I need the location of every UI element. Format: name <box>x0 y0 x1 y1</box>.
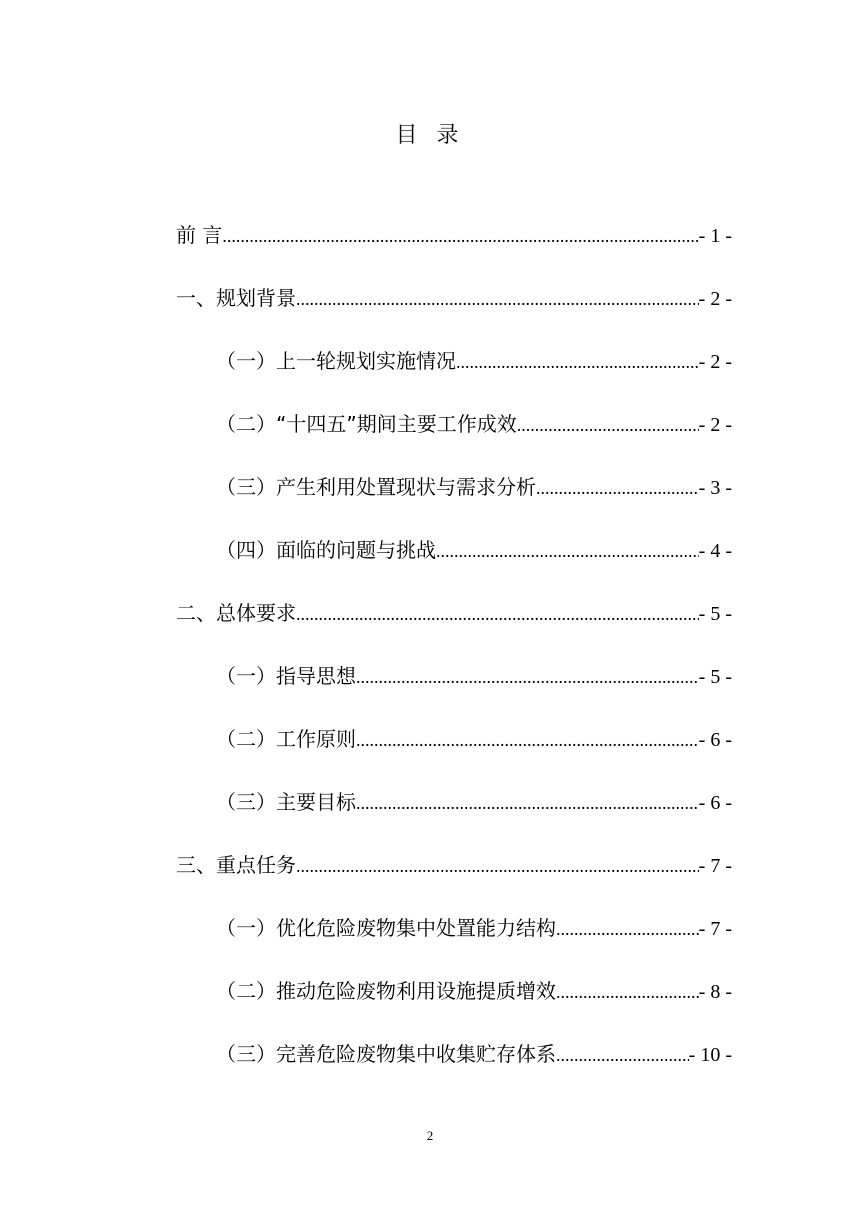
toc-entry-page: - 2 - <box>698 288 732 310</box>
toc-entry[interactable] <box>176 590 732 653</box>
toc-dot-leader <box>296 843 699 889</box>
toc-dot-leader <box>436 528 699 574</box>
toc-dot-leader <box>556 906 699 952</box>
toc-entry[interactable] <box>176 905 732 968</box>
toc-entry[interactable] <box>176 527 732 590</box>
footer-page-number: 2 <box>426 1128 434 1143</box>
toc-entry-page: - 10 - <box>688 1044 732 1066</box>
toc-entry[interactable] <box>176 401 732 464</box>
toc-entry-page: - 2 - <box>698 351 732 373</box>
toc-entry-label: （二）“十四五”期间主要工作成效 <box>216 412 517 436</box>
toc-dot-leader <box>556 1032 689 1078</box>
toc-entry[interactable] <box>176 275 732 338</box>
toc-entry-label: 一、规划背景 <box>176 286 296 310</box>
toc-dot-leader <box>356 780 699 826</box>
toc-dot-leader <box>517 402 699 448</box>
toc-entry-page: - 2 - <box>698 414 732 436</box>
toc-entry-label: （四）面临的问题与挑战 <box>216 538 436 562</box>
toc-entry-page: - 7 - <box>698 918 732 940</box>
toc-dot-leader <box>456 339 699 385</box>
toc-entry-label: （三）主要目标 <box>216 790 356 814</box>
toc-entry[interactable] <box>176 1031 732 1094</box>
table-of-contents <box>176 212 732 1094</box>
toc-entry-page: - 5 - <box>698 603 732 625</box>
toc-dot-leader <box>356 717 699 763</box>
toc-entry[interactable] <box>176 653 732 716</box>
toc-entry[interactable] <box>176 212 732 275</box>
toc-dot-leader <box>296 591 699 637</box>
toc-entry-label: （一）优化危险废物集中处置能力结构 <box>216 916 556 940</box>
toc-entry-label: （一）指导思想 <box>216 664 356 688</box>
toc-entry[interactable] <box>176 842 732 905</box>
toc-dot-leader <box>556 969 699 1015</box>
toc-entry-page: - 6 - <box>698 792 732 814</box>
toc-entry-label: （二）推动危险废物利用设施提质增效 <box>216 979 556 1003</box>
toc-entry-page: - 7 - <box>698 855 732 877</box>
toc-entry[interactable] <box>176 716 732 779</box>
toc-entry[interactable] <box>176 968 732 1031</box>
toc-dot-leader <box>222 213 698 259</box>
toc-entry-page: - 6 - <box>698 729 732 751</box>
toc-entry-label: 二、总体要求 <box>176 601 296 625</box>
toc-entry-page: - 4 - <box>698 540 732 562</box>
toc-entry-label: 三、重点任务 <box>176 853 296 877</box>
toc-dot-leader <box>356 654 699 700</box>
toc-entry[interactable] <box>176 338 732 401</box>
page-title: 目 录 <box>395 123 465 148</box>
toc-entry-page: - 1 - <box>698 225 732 247</box>
toc-entry-label: （三）完善危险废物集中收集贮存体系 <box>216 1042 556 1066</box>
toc-entry[interactable] <box>176 464 732 527</box>
toc-entry-page: - 5 - <box>698 666 732 688</box>
toc-dot-leader <box>296 276 699 322</box>
toc-dot-leader <box>536 465 699 511</box>
toc-entry[interactable] <box>176 779 732 842</box>
toc-entry-page: - 8 - <box>698 981 732 1003</box>
toc-entry-label: 前 言 <box>176 223 223 247</box>
toc-entry-page: - 3 - <box>698 477 732 499</box>
toc-entry-label: （一）上一轮规划实施情况 <box>216 349 456 373</box>
toc-entry-label: （二）工作原则 <box>216 727 356 751</box>
toc-entry-label: （三）产生利用处置现状与需求分析 <box>216 475 536 499</box>
